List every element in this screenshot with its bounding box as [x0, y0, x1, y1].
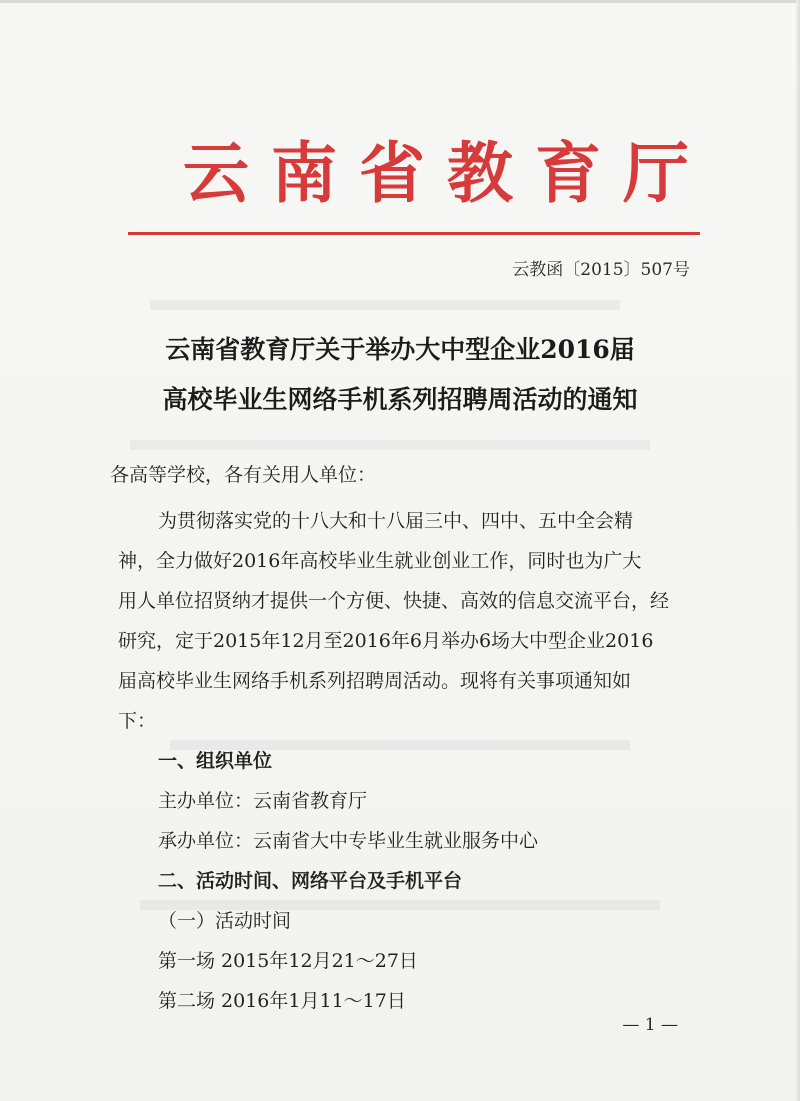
body-line: 下： — [118, 710, 157, 732]
session-1: 第一场 2015年12月21～27日 — [158, 950, 418, 972]
letterhead-title: 云南省教育厅 — [183, 134, 711, 212]
letterhead-red-rule — [128, 232, 700, 235]
bleed-through-mark — [130, 440, 650, 450]
section-heading-1: 一、组织单位 — [158, 750, 273, 772]
host-unit: 主办单位：云南省教育厅 — [158, 790, 368, 812]
subsection-activity-time: （一）活动时间 — [158, 910, 292, 932]
bleed-through-mark — [140, 900, 660, 910]
bleed-through-mark — [150, 300, 620, 310]
body-line: 为贯彻落实党的十八大和十八届三中、四中、五中全会精 — [158, 510, 634, 532]
body-line: 研究，定于2015年12月至2016年6月举办6场大中型企业2016 — [118, 630, 654, 652]
body-line: 用人单位招贤纳才提供一个方便、快捷、高效的信息交流平台，经 — [118, 590, 670, 612]
document-number: 云教函〔2015〕507号 — [512, 260, 690, 280]
salutation: 各高等学校，各有关用人单位： — [110, 464, 377, 486]
section-heading-2: 二、活动时间、网络平台及手机平台 — [158, 870, 463, 892]
notice-title-line-1: 云南省教育厅关于举办大中型企业2016届 — [165, 335, 635, 364]
scan-edge-right — [796, 0, 800, 1101]
bleed-through-mark — [170, 740, 630, 750]
scan-edge-top — [0, 0, 800, 3]
session-2: 第二场 2016年1月11～17日 — [158, 990, 406, 1012]
notice-title-line-2: 高校毕业生网络手机系列招聘周活动的通知 — [162, 385, 638, 414]
body-line: 届高校毕业生网络手机系列招聘周活动。现将有关事项通知如 — [118, 670, 632, 692]
organizer-unit: 承办单位：云南省大中专毕业生就业服务中心 — [158, 830, 539, 852]
body-line: 神，全力做好2016年高校毕业生就业创业工作，同时也为广大 — [118, 550, 642, 572]
page-number: — 1 — — [622, 1015, 678, 1035]
